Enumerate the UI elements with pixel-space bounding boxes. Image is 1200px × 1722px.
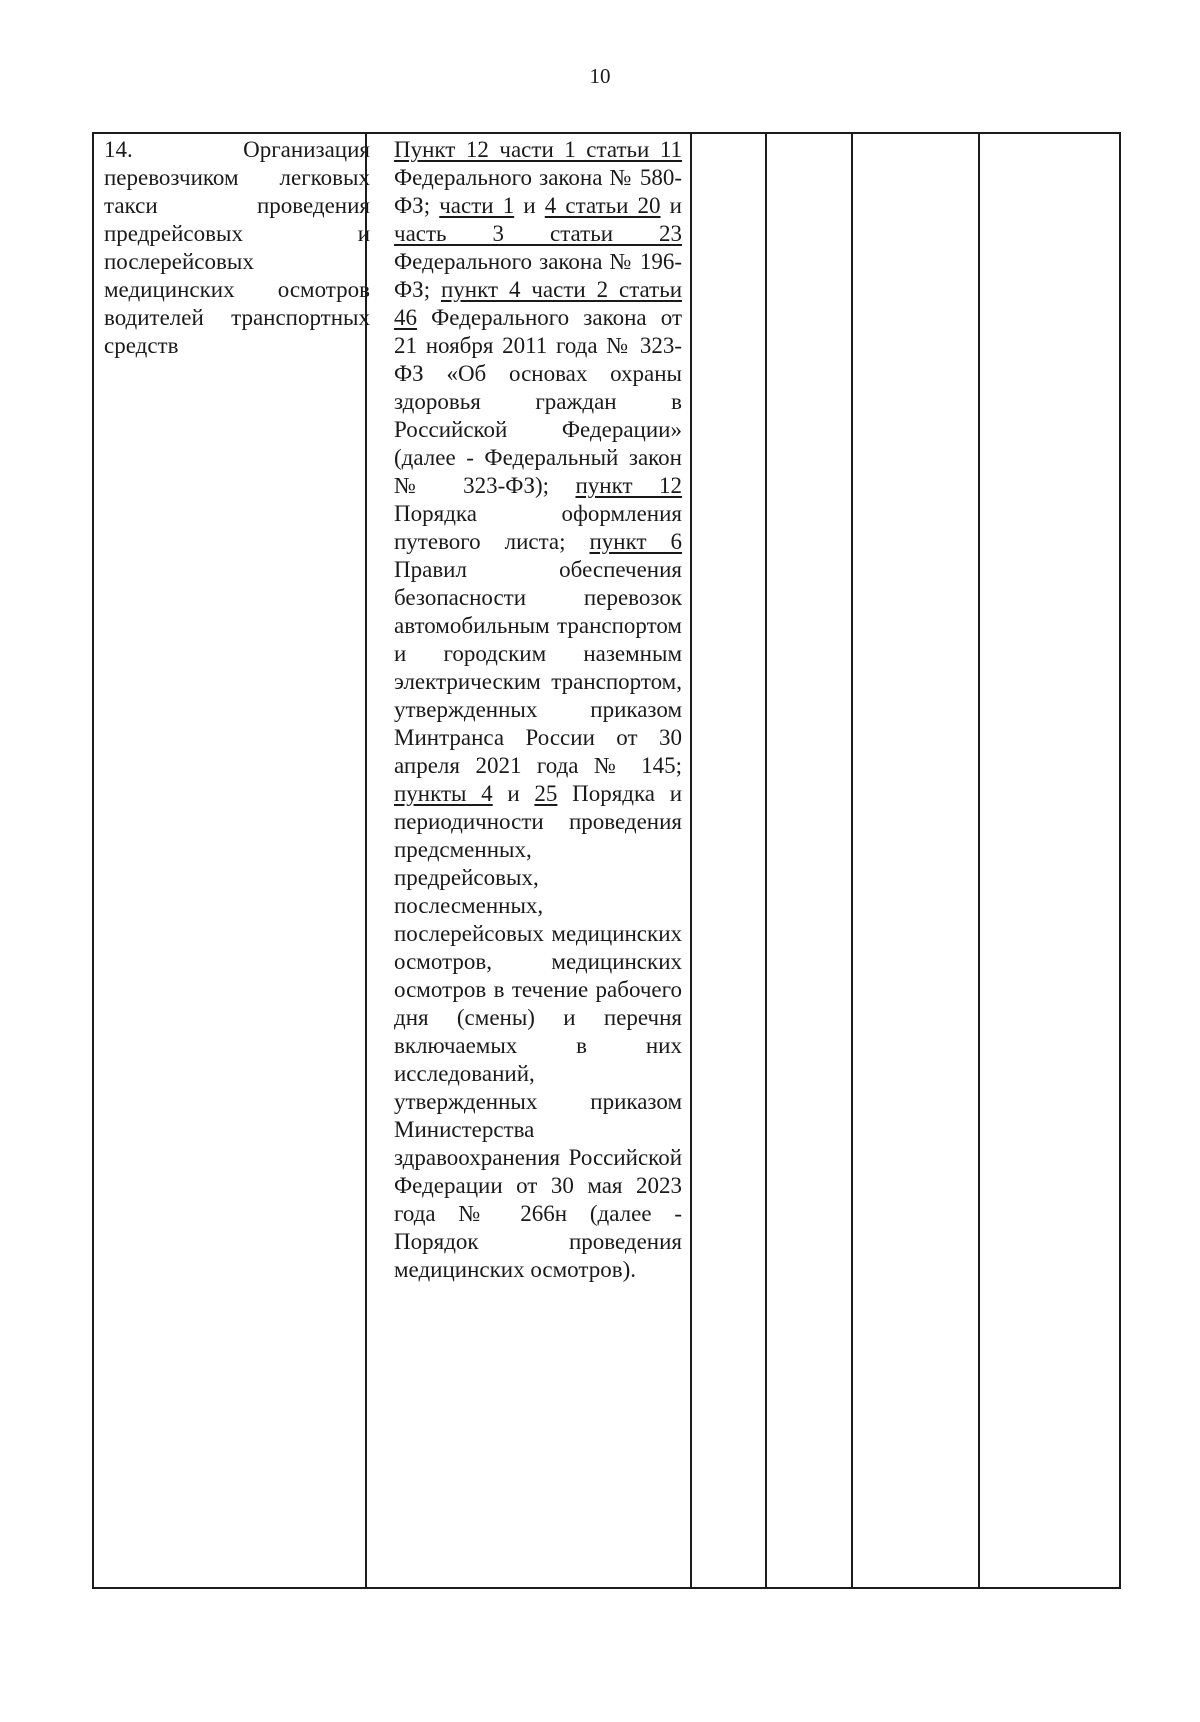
- legal-reference-link: 25: [534, 781, 558, 806]
- requirement-name-cell: 14. Организация перевозчиком легковых такси проведения предрейсовых и послерейсовых медицинских осмотров водителей транспортных средств: [104, 137, 370, 358]
- reference-text: Порядка оформления путевого листа;: [394, 501, 682, 554]
- legal-reference-link: пункты 4: [394, 781, 493, 806]
- legal-reference-link: Пункт 12 части 1 статьи 11: [394, 137, 682, 162]
- reference-text: и: [660, 193, 682, 218]
- legal-reference-link: пункт 6: [589, 529, 682, 554]
- legal-reference-link: пункт 4 части 2 статьи 46: [394, 277, 682, 330]
- reference-text: и: [492, 781, 535, 806]
- legal-reference-link: 4 статьи 20: [544, 193, 661, 218]
- legal-reference-link: часть 3 статьи 23: [394, 221, 682, 246]
- reference-text: Федерального закона № 580-ФЗ;: [394, 165, 682, 218]
- column-divider: [851, 134, 853, 1587]
- reference-text: и: [514, 193, 545, 218]
- reference-text: Правил обеспечения безопасности перевозок автомобильным транспортом и городским наземным электрическим транспортом, утвержденных приказом Минтранса России от 30 апреля 2021 года № 145;: [394, 557, 682, 778]
- reference-text: Федерального закона от 21 ноября 2011 года № 323-ФЗ «Об основах охраны здоровья граждан в Российской Федерации» (далее - Федеральный закон № 323-ФЗ);: [394, 305, 682, 498]
- reference-text: Порядка и периодичности проведения предсменных, предрейсовых, послесменных, послерейсовых медицинских осмотров, медицинских осмотров в течение рабочего дня (смены) и перечня включаемых в них исследований, утвержденных приказом Министерства здравоохранения Российской Федерации от 30 мая 2023 года № 266н (далее - Порядок проведения медицинских осмотров).: [394, 781, 683, 1282]
- legal-reference-link: части 1: [439, 193, 515, 218]
- requirements-table: [92, 132, 1121, 1589]
- reference-text: Федерального закона № 196-ФЗ;: [394, 249, 682, 302]
- column-divider: [690, 134, 692, 1587]
- column-divider: [978, 134, 980, 1587]
- legal-reference-link: пункт 12: [575, 473, 682, 498]
- column-divider: [765, 134, 767, 1587]
- legal-references-cell: [394, 136, 682, 1284]
- page-number: 10: [589, 64, 611, 88]
